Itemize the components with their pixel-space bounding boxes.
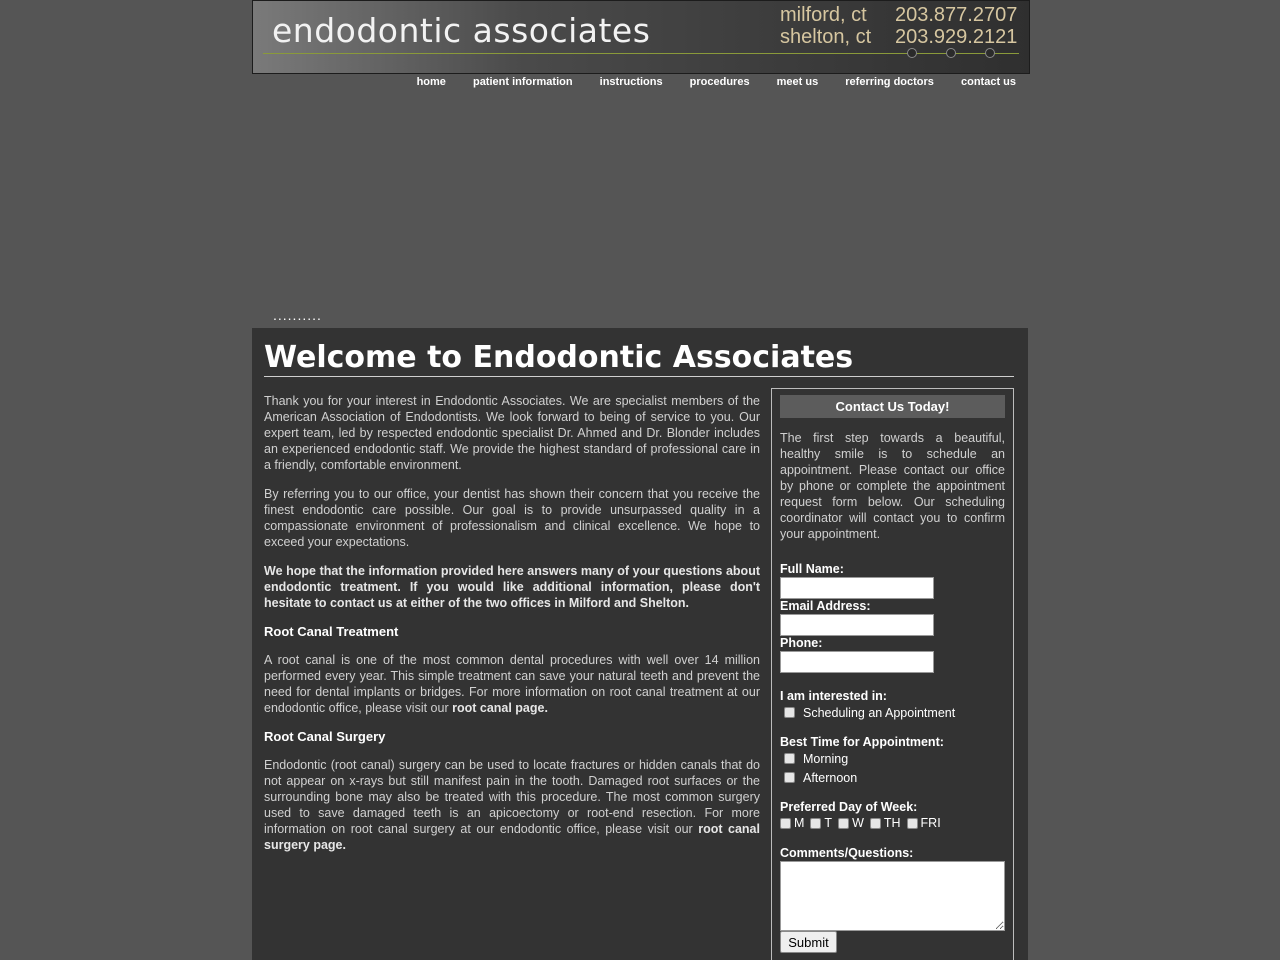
contact-heading: Contact Us Today!: [780, 395, 1005, 418]
day-options: [780, 816, 1005, 830]
office-milford: [780, 4, 1017, 27]
comments-label: Comments/Questions:: [780, 846, 914, 860]
morning-label: Morning: [803, 751, 849, 766]
intro-paragraph: Thank you for your interest in Endodontic Associates. We are specialist members of the American Association of Endodontists. We look forward to being of service to you. Our expert team, led by respected endodontic specialist Dr. Ahmed and Dr. Blonder includes an experienced endodontic staff. We provide the highest standard of professional care in a friendly, comfortable environment.: [264, 394, 760, 472]
day-checkbox[interactable]: [838, 818, 849, 829]
surgery-link[interactable]: root canal surgery page.: [264, 822, 760, 852]
site-header: [252, 0, 1030, 74]
surgery-heading: Root Canal Surgery: [264, 729, 386, 744]
root-canal-heading: Root Canal Treatment: [264, 624, 399, 639]
surgery-text: Endodontic (root canal) surgery can be used to locate fractures or hidden canals that do not appear on x-rays but still manifest pain in the tooth. Damaged root surfaces or the surrounding bone may also be treated with this procedure. The most common surgery used to save damaged teeth is an apicoectomy or root-end resection. For more information on root canal surgery at our endodontic office, please visit our: [264, 758, 760, 836]
header-dot: [985, 48, 995, 58]
surgery-paragraph: [264, 757, 760, 853]
info-paragraph: We hope that the information provided here answers many of your questions about endodontic treatment. If you would like additional information, please don't hesitate to contact us at either of the two offices in Milford and Shelton.: [264, 564, 760, 610]
referral-paragraph: By referring you to our office, your dentist has shown their concern that you receive the finest endodontic care possible. Our goal is to provide unsurpassed quality in a compassionate environment of professionalism and clinical excellence. We hope to exceed your expectations.: [264, 487, 760, 549]
contact-form-box: [771, 388, 1014, 960]
day-label-m: M: [794, 816, 805, 830]
root-canal-link[interactable]: root canal page.: [452, 701, 548, 715]
day-option-m[interactable]: [780, 816, 804, 830]
day-checkbox[interactable]: [870, 818, 881, 829]
day-label-w: W: [852, 816, 864, 830]
slider-pagination[interactable]: ..........: [273, 307, 322, 323]
nav-meet-us[interactable]: meet us: [776, 76, 819, 88]
nav-patient-information[interactable]: patient information: [472, 76, 573, 88]
office-phone[interactable]: 203.929.2121: [895, 26, 1018, 48]
nav-procedures[interactable]: procedures: [689, 76, 750, 88]
phone-label: Phone:: [780, 636, 823, 650]
contact-intro: The first step towards a beautiful, healthy smile is to schedule an appointment. Please contact our office by phone or complete the appointment request form below. Our scheduling coordinator will contact you to confirm your appointment.: [780, 431, 1005, 541]
office-city: milford, ct: [780, 4, 867, 26]
nav-home[interactable]: home: [416, 76, 446, 88]
day-option-fri[interactable]: [907, 816, 941, 830]
afternoon-checkbox[interactable]: [784, 772, 795, 783]
submit-button[interactable]: Submit: [780, 931, 837, 953]
day-label-t: T: [824, 816, 833, 830]
main-nav: [393, 76, 1016, 88]
day-checkbox[interactable]: [907, 818, 918, 829]
nav-contact-us[interactable]: contact us: [960, 76, 1016, 88]
header-dot: [946, 48, 956, 58]
day-checkbox[interactable]: [780, 818, 791, 829]
day-label-fri: FRI: [920, 816, 941, 830]
main-article: [264, 393, 760, 866]
email-input[interactable]: [780, 614, 934, 636]
interested-label: I am interested in:: [780, 689, 887, 703]
scheduling-checkbox[interactable]: [784, 707, 795, 718]
day-label: Preferred Day of Week:: [780, 800, 918, 814]
scheduling-label: Scheduling an Appointment: [803, 705, 956, 720]
phone-input[interactable]: [780, 651, 934, 673]
page-title: Welcome to Endodontic Associates: [264, 340, 1014, 377]
day-option-th[interactable]: [870, 816, 901, 830]
day-label-th: TH: [883, 816, 901, 830]
site-logo[interactable]: endodontic associates: [272, 11, 651, 50]
comments-textarea[interactable]: [780, 861, 1005, 931]
content-panel: [252, 328, 1028, 960]
nav-instructions[interactable]: instructions: [599, 76, 663, 88]
best-time-label: Best Time for Appointment:: [780, 735, 944, 749]
day-option-w[interactable]: [838, 816, 864, 830]
nav-referring-doctors[interactable]: referring doctors: [845, 76, 934, 88]
full-name-input[interactable]: [780, 577, 934, 599]
email-label: Email Address:: [780, 599, 871, 613]
root-canal-paragraph: [264, 652, 760, 716]
morning-option[interactable]: [784, 749, 1005, 768]
header-dot: [907, 48, 917, 58]
day-checkbox[interactable]: [810, 818, 821, 829]
office-city: shelton, ct: [780, 26, 872, 48]
office-phone[interactable]: 203.877.2707: [895, 4, 1018, 26]
header-divider: [263, 53, 1019, 54]
office-shelton: [780, 26, 1017, 49]
interested-option[interactable]: [784, 703, 1005, 722]
morning-checkbox[interactable]: [784, 753, 795, 764]
root-canal-text: A root canal is one of the most common dental procedures with well over 14 million performed every year. This simple treatment can save your natural teeth and prevent the need for dental implants or bridges. For more information on root canal treatment at our endodontic office, please visit our: [264, 653, 760, 715]
day-option-t[interactable]: [810, 816, 832, 830]
afternoon-label: Afternoon: [803, 770, 858, 785]
full-name-label: Full Name:: [780, 562, 844, 576]
afternoon-option[interactable]: [784, 768, 1005, 787]
